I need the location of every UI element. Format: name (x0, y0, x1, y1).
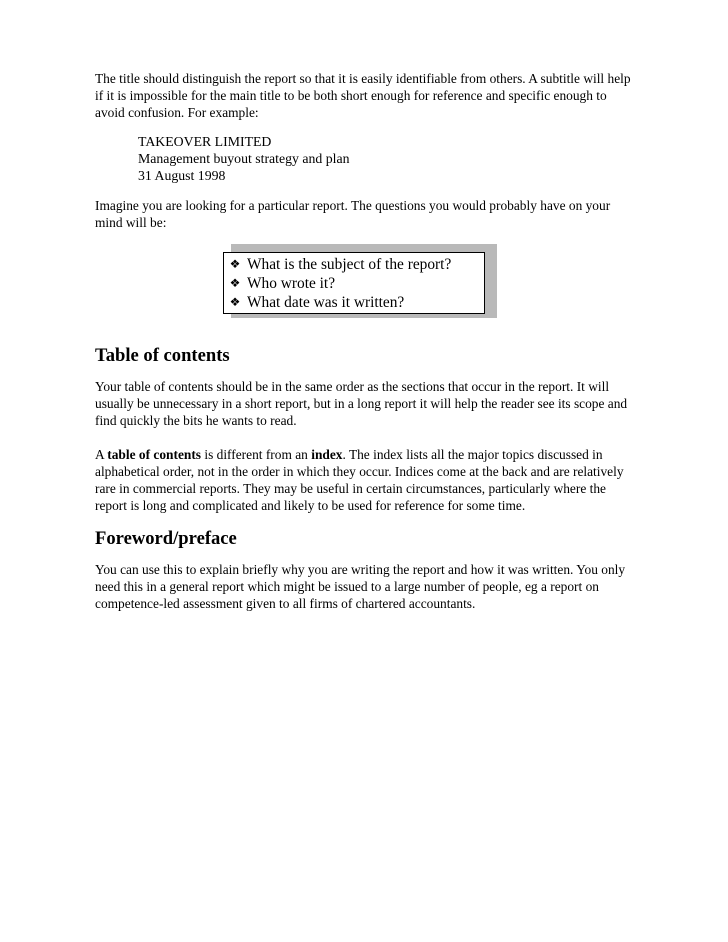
question-text: What is the subject of the report? (247, 256, 452, 273)
example-date: 31 August 1998 (138, 168, 226, 183)
text-run: is different from an (201, 447, 312, 462)
list-item (226, 255, 484, 274)
questions-list (226, 255, 484, 312)
diamond-bullet-icon: ❖ (229, 257, 241, 271)
term-table-of-contents: table of contents (107, 447, 202, 462)
questions-intro-paragraph: Imagine you are looking for a particular report. The questions you would probably have on your mind will be: (95, 198, 611, 230)
intro-paragraph: The title should distinguish the report so that it is easily identifiable from others. A subtitle will help if it is impossible for the main title to be both short enough for reference and specific enough to avoid confusion. For example: (95, 71, 631, 120)
question-text: Who wrote it? (247, 275, 336, 292)
diamond-bullet-icon: ❖ (229, 295, 241, 309)
callout-box (223, 252, 485, 314)
toc-heading: Table of contents (95, 345, 230, 366)
toc-index-paragraph (95, 446, 635, 514)
example-title: TAKEOVER LIMITED (138, 134, 272, 149)
title-example (138, 133, 635, 184)
list-item (226, 274, 484, 293)
example-subtitle: Management buyout strategy and plan (138, 151, 350, 166)
list-item (226, 293, 484, 312)
question-text: What date was it written? (247, 294, 405, 311)
foreword-paragraph: You can use this to explain briefly why you are writing the report and how it was written. You only need this in a general report which might be issued to a large number of people, eg a report on competence-led assessment given to all firms of chartered accountants. (95, 562, 626, 611)
term-index: index (311, 447, 343, 462)
questions-callout (231, 244, 501, 322)
diamond-bullet-icon: ❖ (229, 276, 241, 290)
foreword-heading: Foreword/preface (95, 528, 237, 549)
text-run: . The index lists all the major topics discussed in alphabetical order, not in the order in which they occur. Indices come at the back and are relatively rare in commercial reports. They may be useful in certain circumstances, particularly where the report is long and complicated and likely to be used for reference for some time. (95, 447, 624, 513)
toc-paragraph: Your table of contents should be in the same order as the sections that occur in the report. It will usually be unnecessary in a short report, but in a long report it will help the reader see its scope and find quickly the bits he wants to read. (95, 379, 628, 428)
text-run: A (95, 447, 108, 462)
document-page (95, 70, 635, 612)
